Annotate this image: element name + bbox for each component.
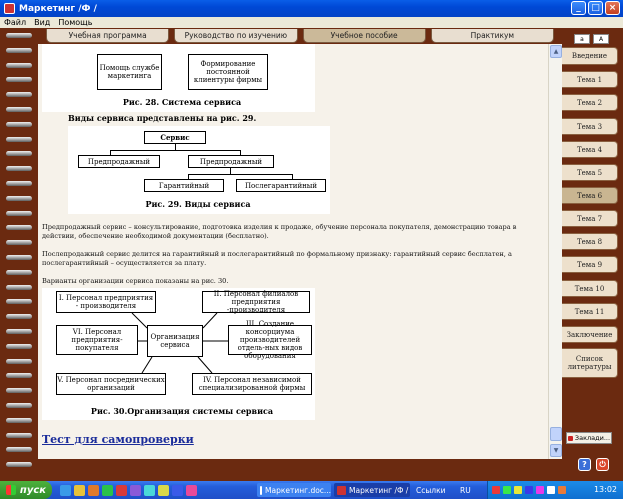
- fig29-intro: Виды сервиса представлены на рис. 29.: [68, 113, 257, 123]
- nav-item-5[interactable]: Тема 5: [562, 164, 618, 181]
- fig30-caption: Рис. 30.Организация системы сервиса: [90, 406, 274, 416]
- taskbar-word-doc[interactable]: [257, 483, 331, 497]
- fig29-connector: [110, 150, 240, 151]
- binding-ring: [4, 400, 34, 411]
- binding-ring: [4, 134, 34, 145]
- binding-ring: [4, 326, 34, 337]
- binding-ring: [4, 311, 34, 322]
- fig29-service: Сервис: [144, 131, 206, 144]
- app-icon[interactable]: [172, 485, 183, 496]
- binding-ring: [4, 30, 34, 41]
- exit-icon[interactable]: ⏻: [596, 458, 609, 471]
- tab-textbook[interactable]: Учебное пособие: [303, 29, 426, 43]
- tab-program[interactable]: Учебная программа: [46, 29, 169, 43]
- binding-ring: [4, 208, 34, 219]
- window-title: Маркетинг /Ф /: [19, 3, 97, 14]
- title-bar: [0, 0, 623, 17]
- task-label: Маркетинг.doc...: [265, 485, 331, 495]
- fig30-connectors: [42, 288, 315, 408]
- quick-launch: [60, 485, 197, 496]
- binding-ring: [4, 296, 34, 307]
- figure-29: [68, 126, 330, 214]
- folder-icon[interactable]: [74, 485, 85, 496]
- taskbar: [0, 481, 623, 499]
- menu-view[interactable]: Вид: [34, 18, 51, 27]
- binding-ring: [4, 459, 34, 470]
- binding-ring: [4, 415, 34, 426]
- spiral-binding: [4, 30, 34, 475]
- app-icon[interactable]: [158, 485, 169, 496]
- fig29-connector: [188, 174, 292, 175]
- nav-item-6[interactable]: Тема 6: [562, 187, 618, 204]
- close-button[interactable]: ×: [605, 1, 620, 15]
- binding-ring: [4, 89, 34, 100]
- app-icon: [337, 486, 346, 495]
- fig30-box-4: IV. Персонал независимой специализированной фирмы: [192, 373, 312, 395]
- binding-ring: [4, 45, 34, 56]
- binding-ring: [4, 119, 34, 130]
- binding-ring: [4, 356, 34, 367]
- binding-ring: [4, 385, 34, 396]
- tray-icon[interactable]: [492, 486, 500, 494]
- binding-ring: [4, 222, 34, 233]
- section-tabs: [46, 29, 554, 43]
- maximize-button[interactable]: □: [588, 1, 603, 15]
- binding-ring: [4, 193, 34, 204]
- vertical-scrollbar[interactable]: [548, 44, 562, 459]
- self-test-link[interactable]: Тест для самопроверки: [42, 433, 194, 446]
- binding-ring: [4, 444, 34, 455]
- binding-ring: [4, 282, 34, 293]
- taskbar-marketing-app[interactable]: [334, 483, 410, 497]
- binding-ring: [4, 163, 34, 174]
- nav-item-8[interactable]: Тема 8: [562, 233, 618, 250]
- fig29-warranty: Гарантийный: [144, 179, 224, 192]
- start-button[interactable]: [0, 481, 52, 499]
- nav-item-7[interactable]: Тема 7: [562, 210, 618, 227]
- nav-item-0[interactable]: Введение: [562, 47, 618, 65]
- fig29-postsale: Предпродажный: [188, 155, 274, 168]
- menu-bar: [0, 17, 623, 28]
- scroll-up-icon[interactable]: ▲: [550, 45, 562, 58]
- fig30-center: Организация сервиса: [147, 325, 203, 357]
- bookmarks-button[interactable]: [566, 432, 612, 444]
- links-toolbar[interactable]: Ссылки: [416, 486, 446, 495]
- minimize-button[interactable]: _: [571, 1, 586, 15]
- fig28-caption: Рис. 28. Система сервиса: [122, 97, 242, 107]
- binding-ring: [4, 237, 34, 248]
- tray-icon[interactable]: [536, 486, 544, 494]
- binding-ring: [4, 430, 34, 441]
- clock[interactable]: 13:02: [593, 485, 617, 494]
- tray-icon[interactable]: [547, 486, 555, 494]
- paragraph-presale: Предпродажный сервис – консультирование, подготовка изделия к продаже, обучение персонала покупателя, демонстрацию товара в действии, обеспечение необходимой документации (бесплатно).: [42, 223, 517, 240]
- nav-item-1[interactable]: Тема 1: [562, 71, 618, 88]
- language-indicator[interactable]: RU: [460, 486, 471, 495]
- fig28-box-clientele: Формирование постоянной клиентуры фирмы: [188, 54, 268, 90]
- menu-file[interactable]: Файл: [4, 18, 27, 27]
- fig30-box-2: II. Персонал филиалов предприятия -производителя: [202, 291, 310, 313]
- figure-28: [42, 44, 315, 112]
- app-icon[interactable]: [116, 485, 127, 496]
- bookmarks-label: Заклади...: [574, 434, 611, 442]
- tab-practicum[interactable]: Практикум: [431, 29, 554, 43]
- nav-item-12[interactable]: Заключение: [562, 326, 618, 343]
- binding-ring: [4, 341, 34, 352]
- tab-guide[interactable]: Руководство по изучению: [174, 29, 297, 43]
- nav-item-11[interactable]: Тема 11: [562, 303, 618, 320]
- nav-item-10[interactable]: Тема 10: [562, 280, 618, 297]
- nav-item-13[interactable]: Список литературы: [562, 348, 618, 378]
- app-icon[interactable]: [186, 485, 197, 496]
- fig30-box-6: VI. Персонал предприятия-покупателя: [56, 325, 138, 355]
- word-icon: [260, 486, 262, 495]
- app-icon[interactable]: [144, 485, 155, 496]
- binding-ring: [4, 104, 34, 115]
- binding-ring: [4, 148, 34, 159]
- fig30-box-3: III. Создание консорциума производителей отдель-ных видов оборудования: [228, 325, 312, 355]
- help-icon[interactable]: ?: [578, 458, 591, 471]
- binding-ring: [4, 74, 34, 85]
- tray-icon[interactable]: [514, 486, 522, 494]
- figure-30: [42, 288, 315, 420]
- fig29-postwarranty: Послегарантийный: [236, 179, 326, 192]
- paragraph-postsale: Послепродажный сервис делится на гарантийный и послегарантийный по формальному признаку: гарантийный сервис бесплатен, а послегарантийный – осуществляется за плату.: [42, 250, 512, 267]
- font-smaller-button[interactable]: a: [574, 34, 590, 44]
- fig29-presale: Предпродажный: [78, 155, 160, 168]
- paragraph-variants: Варианты организации сервиса показаны на рис. 30.: [42, 277, 229, 285]
- tray-icon[interactable]: [525, 486, 533, 494]
- ie-icon[interactable]: [60, 485, 71, 496]
- nav-item-2[interactable]: Тема 2: [562, 94, 618, 111]
- start-label: пуск: [19, 484, 47, 496]
- tray-icon[interactable]: [558, 486, 566, 494]
- nav-item-4[interactable]: Тема 4: [562, 141, 618, 158]
- nav-item-3[interactable]: Тема 3: [562, 118, 618, 135]
- fig28-box-marketing-help: Помощь службе маркетинга: [97, 54, 162, 90]
- system-tray: [487, 481, 623, 499]
- task-label: Маркетинг /Ф /: [349, 485, 409, 495]
- scroll-down-icon[interactable]: ▼: [550, 444, 562, 457]
- binding-ring: [4, 370, 34, 381]
- media-icon[interactable]: [88, 485, 99, 496]
- binding-ring: [4, 252, 34, 263]
- bookmark-icon: [568, 436, 573, 441]
- font-larger-button[interactable]: A: [593, 34, 609, 44]
- menu-help[interactable]: Помощь: [58, 18, 93, 27]
- fig30-box-5: V. Персонал посреднических организаций: [56, 373, 166, 395]
- fig30-box-1: I. Персонал предприятия - производителя: [56, 291, 156, 313]
- binding-ring: [4, 60, 34, 71]
- nav-item-9[interactable]: Тема 9: [562, 256, 618, 273]
- app-icon[interactable]: [102, 485, 113, 496]
- binding-ring: [4, 178, 34, 189]
- app-icon: [4, 3, 15, 14]
- fig29-caption: Рис. 29. Виды сервиса: [145, 199, 251, 209]
- content-page: [38, 44, 548, 459]
- scroll-thumb[interactable]: [550, 427, 562, 441]
- windows-logo-icon: [6, 485, 16, 495]
- tray-icon[interactable]: [503, 486, 511, 494]
- app-icon[interactable]: [130, 485, 141, 496]
- binding-ring: [4, 267, 34, 278]
